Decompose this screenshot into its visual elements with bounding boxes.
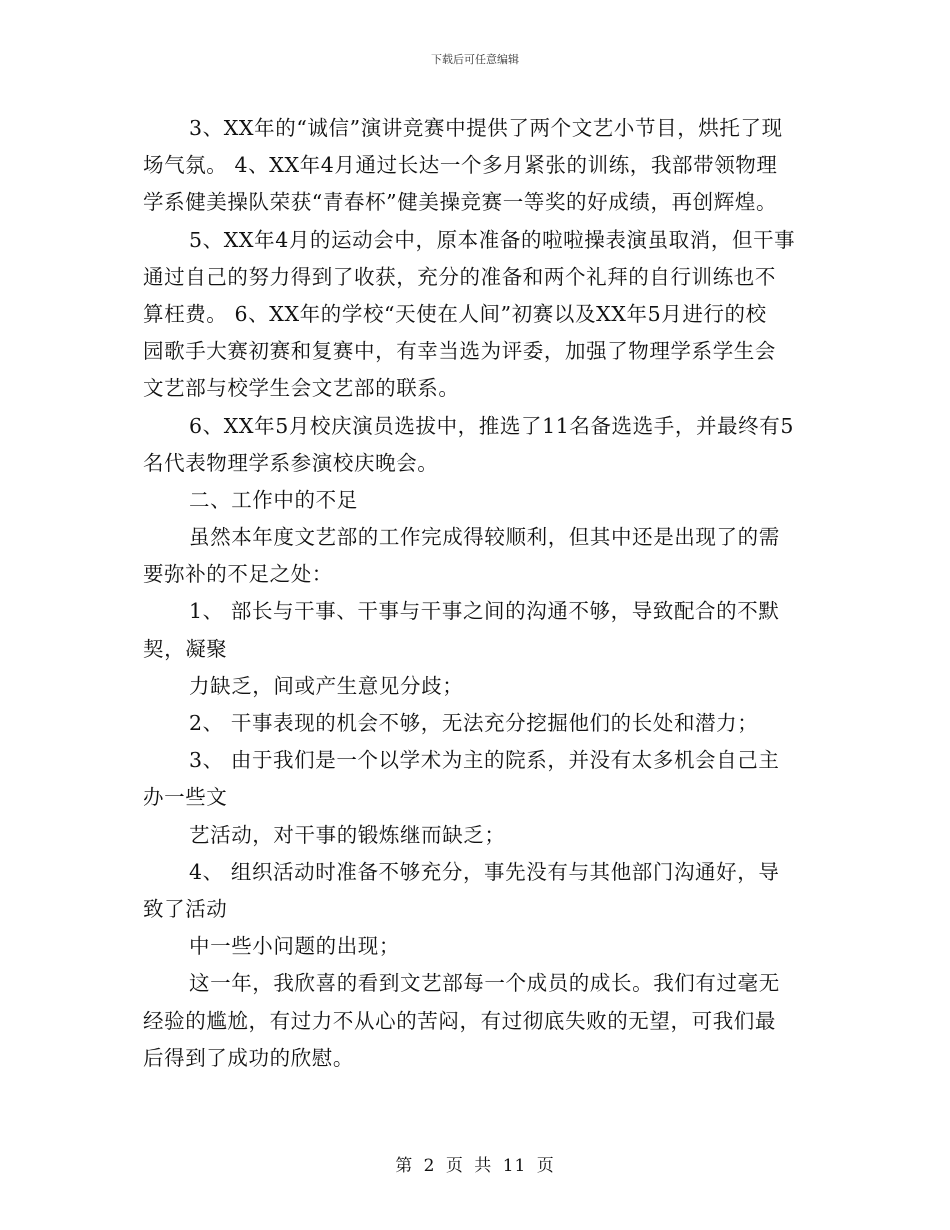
list-item-line: 1、 部长与干事、干事与干事之间的沟通不够，导致配合的不默 [189, 599, 780, 624]
paragraph-line: 名代表物理学系参演校庆晚会。 [143, 450, 439, 475]
paragraph-line: 园歌手大赛初赛和复赛中，有幸当选为评委，加强了物理学系学生会 [143, 339, 776, 364]
list-item-line: 艺活动，对干事的锻炼继而缺乏； [189, 822, 506, 847]
paragraph-line: 虽然本年度文艺部的工作完成得较顺利，但其中还是出现了的需 [189, 525, 780, 550]
paragraph-line: 文艺部与校学生会文艺部的联系。 [143, 376, 460, 401]
list-item-line: 4、 组织活动时准备不够充分，事先没有与其他部门沟通好，导 [189, 859, 780, 884]
list-item-line: 致了活动 [143, 896, 228, 921]
list-item-line: 中一些小问题的出现； [189, 934, 400, 959]
page-number-footer: 第 2 页 共 11 页 [395, 1156, 555, 1176]
paragraph-line: 要弥补的不足之处： [143, 562, 333, 587]
paragraph-line: 经验的尴尬，有过力不从心的苦闷，有过彻底失败的无望，可我们最 [143, 1008, 776, 1033]
list-item-line: 2、 干事表现的机会不够，无法充分挖掘他们的长处和潜力； [189, 711, 759, 735]
list-item-line: 力缺乏，间或产生意见分歧； [189, 673, 464, 698]
paragraph-line: 学系健美操队荣获“青春杯”健美操竞赛一等奖的好成绩，再创辉煌。 [143, 190, 778, 215]
document-body [143, 110, 823, 1077]
paragraph-line: 6、XX年5月校庆演员选拔中，推选了11名备选选手，并最终有5 [189, 413, 795, 438]
paragraph-line: 后得到了成功的欣慰。 [143, 1045, 354, 1070]
paragraph-line: 场气氛。 4、XX年4月通过长达一个多月紧张的训练，我部带领物理 [143, 153, 778, 178]
paragraph-line: 3、XX年的“诚信”演讲竞赛中提供了两个文艺小节目，烘托了现 [189, 116, 783, 140]
paragraph-line: 5、XX年4月的运动会中，原本准备的啦啦操表演虽取消，但干事 [189, 227, 796, 252]
section-heading: 二、工作中的不足 [189, 487, 358, 512]
page-header-note: 下载后可任意编辑 [431, 53, 519, 66]
paragraph-line: 算枉费。 6、XX年的学校“天使在人间”初赛以及XX年5月进行的校 [143, 301, 767, 326]
paragraph-line: 这一年，我欣喜的看到文艺部每一个成员的成长。我们有过毫无 [189, 971, 780, 996]
list-item-line: 契，凝聚 [143, 636, 228, 661]
paragraph-line: 通过自己的努力得到了收获，充分的准备和两个礼拜的自行训练也不 [143, 264, 776, 289]
list-item-line: 办一些文 [143, 785, 228, 810]
list-item-line: 3、 由于我们是一个以学术为主的院系，并没有太多机会自己主 [189, 748, 780, 773]
